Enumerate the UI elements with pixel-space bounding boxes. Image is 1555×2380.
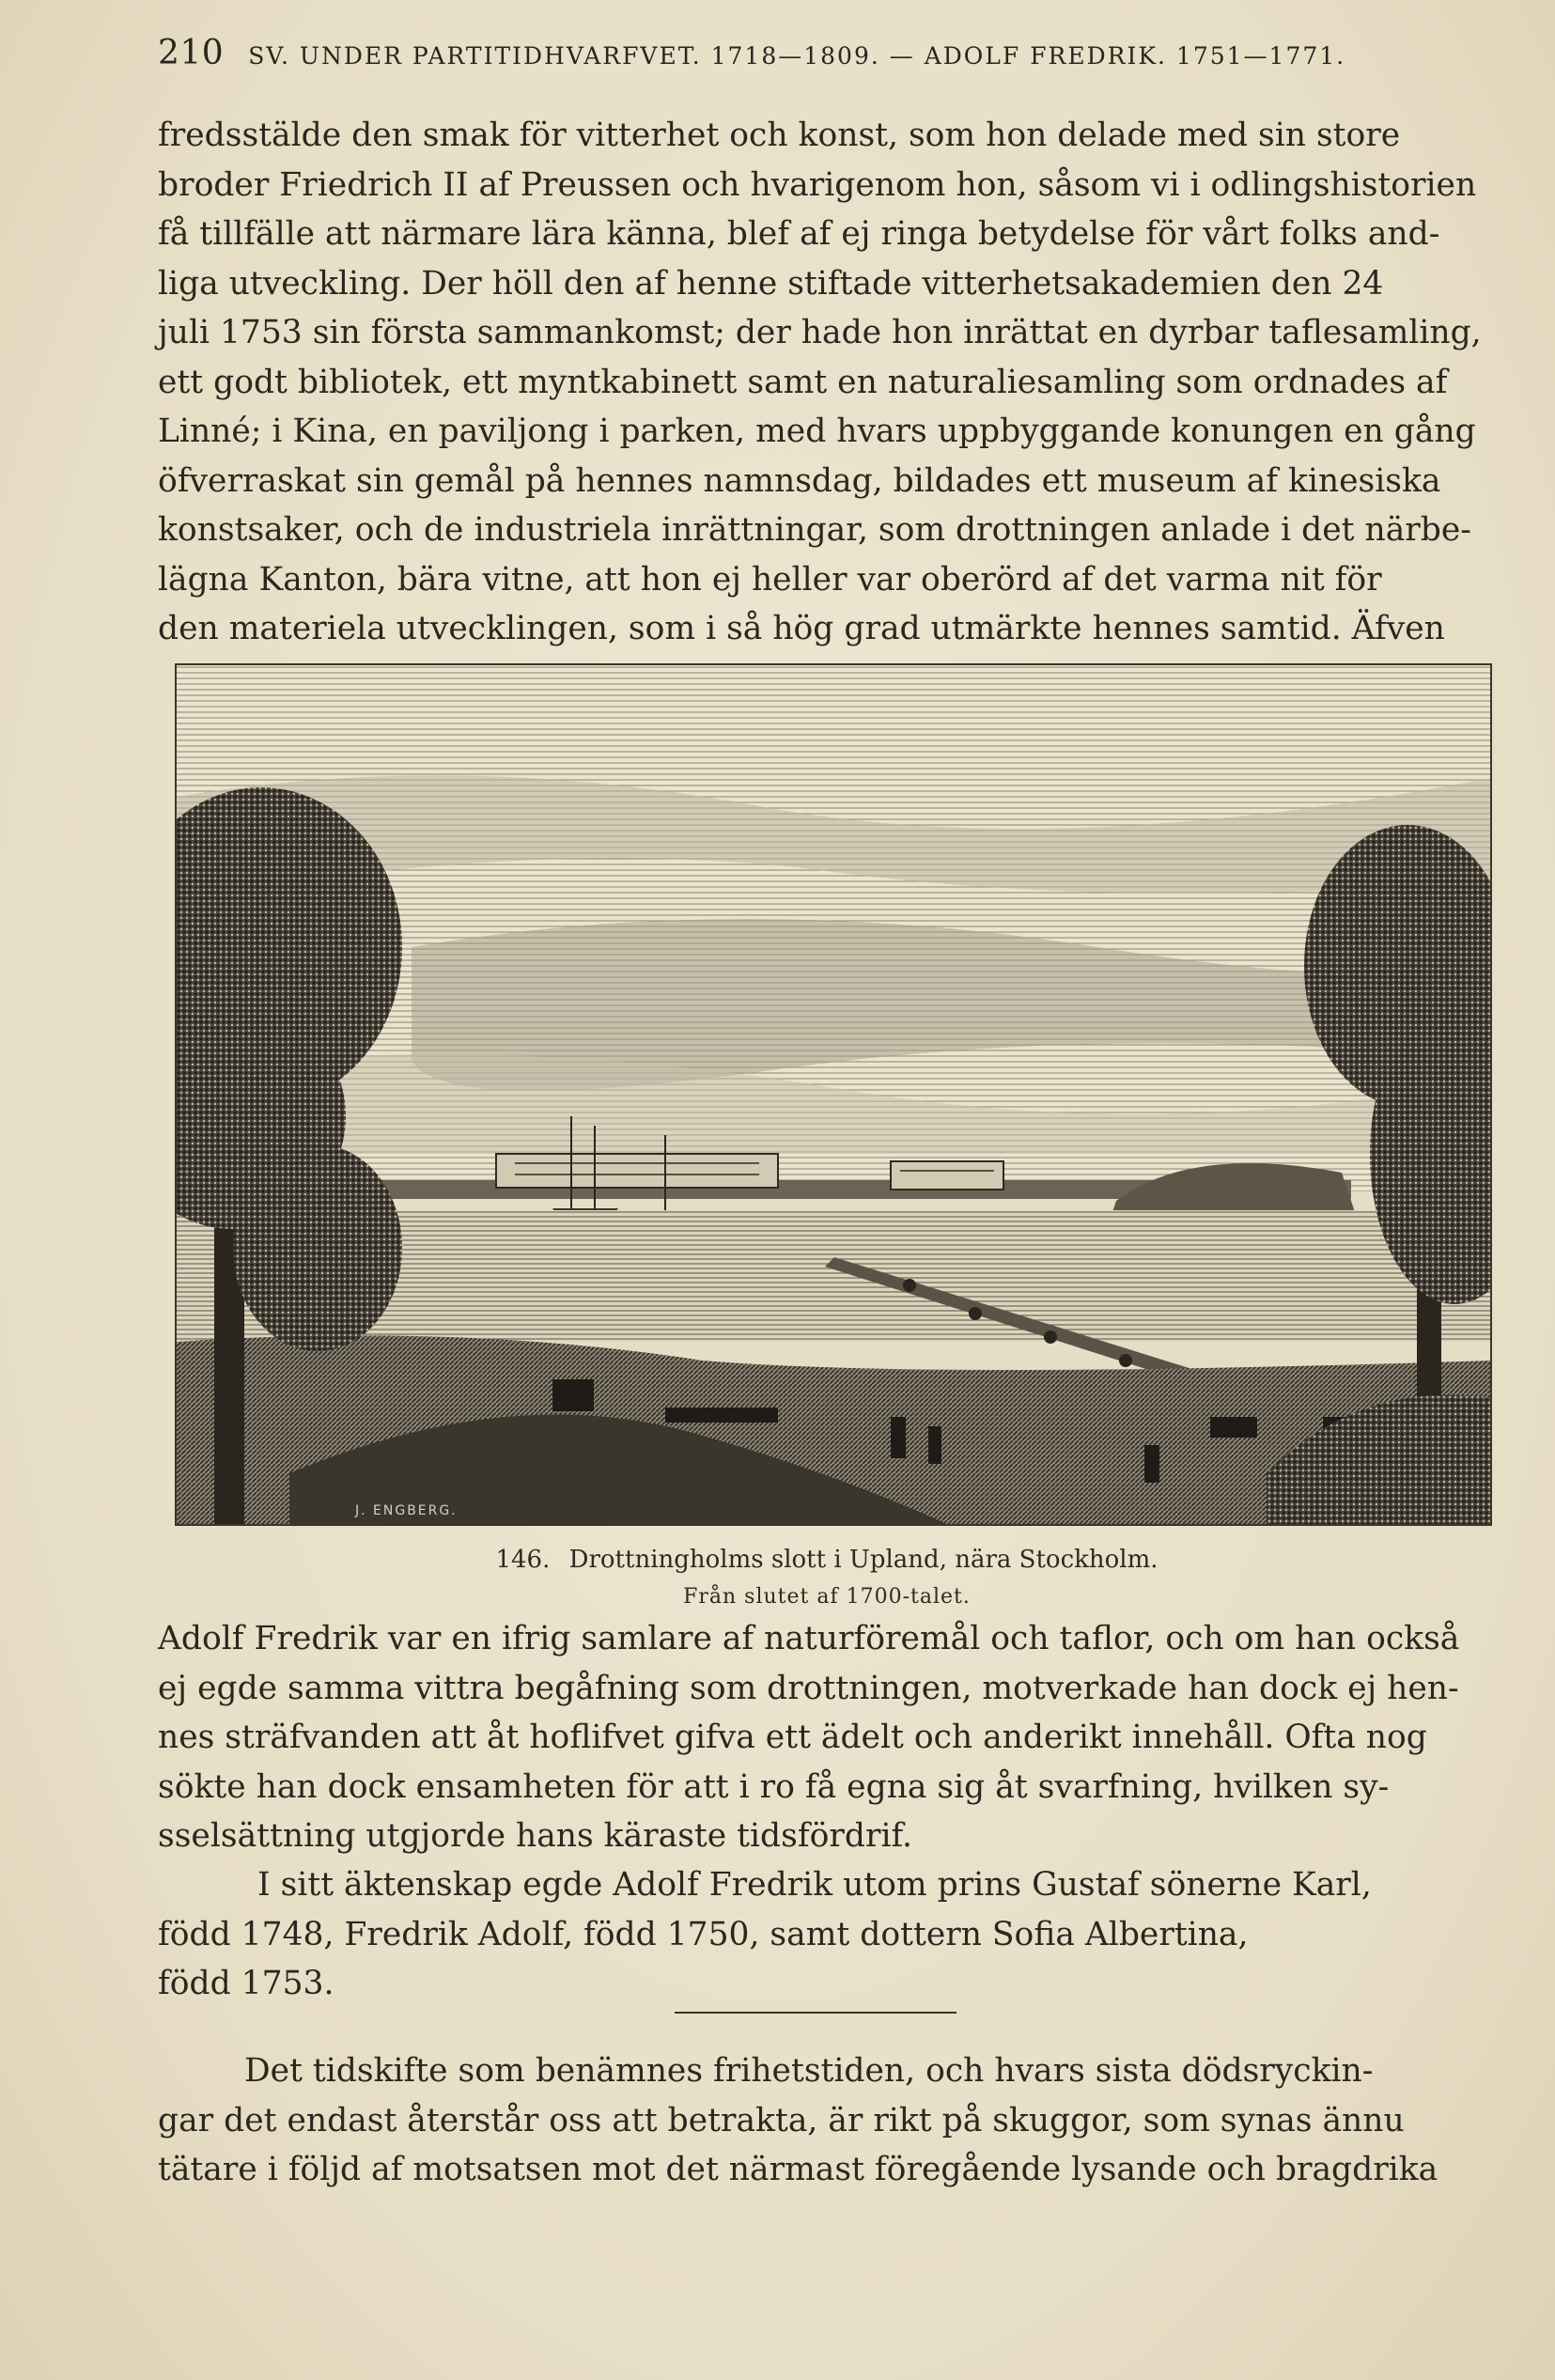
- text-line: nes sträfvanden att åt hoflifvet gifva ett ädelt och anderikt innehåll. Ofta nog: [158, 1719, 1427, 1756]
- text-line: Linné; i Kina, en paviljong i parken, med hvars uppbyggande konungen en gång: [158, 412, 1476, 450]
- engraving-drawing: [177, 665, 1490, 1524]
- running-header: [158, 34, 1530, 72]
- section-divider: [675, 2012, 956, 2014]
- text-line: ej egde samma vittra begåfning som drottningen, motverkade han dock ej hen-: [158, 1669, 1459, 1707]
- text-line: liga utveckling. Der höll den af henne stiftade vitterhetsakademien den 24: [158, 264, 1384, 303]
- text-line: född 1753.: [158, 1965, 334, 2002]
- paragraph-1: [158, 111, 1511, 654]
- figure-caption: [451, 1541, 1203, 1616]
- text-line: tätare i följd af motsatsen mot det närmast föregående lysande och bragdrika: [158, 2151, 1438, 2188]
- page-number: 210: [158, 34, 225, 72]
- text-line: konstsaker, och de industriela inrättningar, som drottningen anlade i det närbe-: [158, 511, 1471, 549]
- paragraph-4: [158, 2046, 1511, 2195]
- caption-subtitle: Från slutet af 1700-talet.: [683, 1585, 971, 1609]
- text-line: född 1748, Fredrik Adolf, född 1750, samt dottern Sofia Albertina,: [158, 1915, 1249, 1953]
- caption-title: Drottningholms slott i Upland, nära Stockholm.: [568, 1546, 1158, 1574]
- text-line: sökte han dock ensamheten för att i ro få egna sig åt svarfning, hvilken sy-: [158, 1767, 1390, 1806]
- text-line: gar det endast återstår oss att betrakta, är rikt på skuggor, som synas ännu: [158, 2101, 1405, 2139]
- engraving-illustration: [175, 663, 1492, 1526]
- text-line: lägna Kanton, bära vitne, att hon ej heller var oberörd af det varma nit för: [158, 560, 1382, 599]
- text-line: den materiela utvecklingen, som i så hög grad utmärkte hennes samtid. Äfven: [158, 610, 1445, 647]
- running-title: SV. UNDER PARTITIDHVARFVET. 1718—1809. — ADOLF FREDRIK. 1751—1771.: [248, 42, 1346, 70]
- paragraph-3: [158, 1860, 1511, 2009]
- text-line: sselsättning utgjorde hans käraste tidsfördrif.: [158, 1817, 912, 1855]
- text-line: få tillfälle att närmare lära känna, blef af ej ringa betydelse för vårt folks and-: [158, 215, 1440, 253]
- text-line: broder Friedrich II af Preussen och hvarigenom hon, såsom vi i odlingshistorien: [158, 165, 1477, 204]
- text-line: I sitt äktenskap egde Adolf Fredrik utom prins Gustaf sönerne Karl,: [257, 1866, 1372, 1904]
- engraver-signature: J. ENGBERG.: [355, 1503, 458, 1518]
- text-line: ett godt bibliotek, ett myntkabinett samt en naturaliesamling som ordnades af: [158, 363, 1448, 401]
- text-line: juli 1753 sin första sammankomst; der hade hon inrättat en dyrbar taflesamling,: [158, 314, 1482, 351]
- paragraph-2: [158, 1614, 1511, 1861]
- text-line: Det tidskifte som benämnes frihetstiden, och hvars sista dödsryckin-: [244, 2052, 1374, 2090]
- text-line: öfverraskat sin gemål på hennes namnsdag, bildades ett museum af kinesiska: [158, 461, 1441, 500]
- text-line: fredsstälde den smak för vitterhet och konst, som hon delade med sin store: [158, 117, 1401, 154]
- text-line: Adolf Fredrik var en ifrig samlare af naturföremål och taflor, och om han också: [158, 1620, 1460, 1657]
- figure-number: 146.: [495, 1546, 551, 1574]
